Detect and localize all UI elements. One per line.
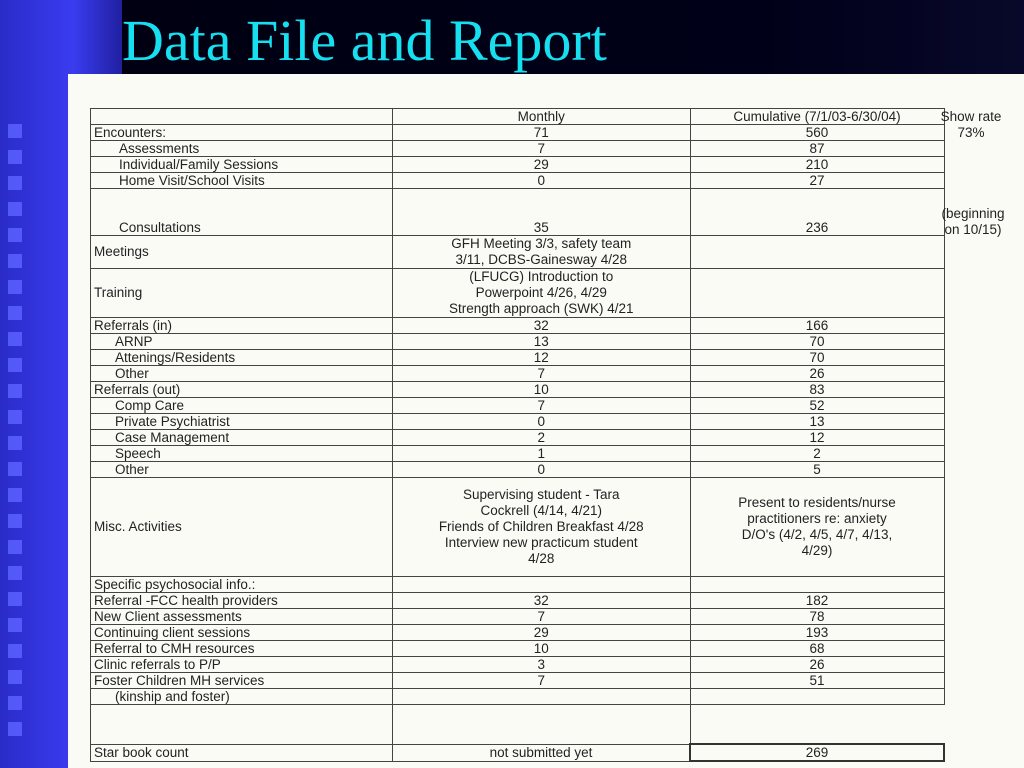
- row-label: Home Visit/School Visits: [91, 173, 393, 189]
- misc-line: 4/28: [528, 551, 555, 566]
- misc-line: Cockrell (4/14, 4/21): [480, 503, 603, 518]
- row-cumulative: 78: [690, 609, 944, 625]
- row-cumulative: 560: [690, 125, 944, 141]
- table-row: [91, 414, 945, 430]
- row-cumulative: 182: [690, 593, 944, 609]
- row-label: Misc. Activities: [91, 478, 393, 577]
- header-row: [91, 109, 945, 125]
- table-row: [91, 366, 945, 382]
- row-monthly: 32: [393, 593, 691, 609]
- row-monthly: [393, 577, 691, 593]
- row-label: Star book count: [91, 744, 393, 761]
- row-cumulative: [690, 689, 944, 705]
- row-cumulative: 51: [690, 673, 944, 689]
- row-cumulative: 13: [690, 414, 944, 430]
- row-cumulative: [690, 236, 944, 269]
- row-monthly: 3: [393, 657, 691, 673]
- training-line: Powerpoint 4/26, 4/29: [475, 285, 607, 300]
- row-monthly: 1: [393, 446, 691, 462]
- decorative-squares: [0, 110, 40, 768]
- row-monthly: 7: [393, 366, 691, 382]
- misc-line: Friends of Children Breakfast 4/28: [438, 519, 644, 534]
- report-table: [90, 108, 945, 762]
- table-row: [91, 577, 945, 593]
- misc-line: practitioners re: anxiety: [747, 511, 887, 526]
- row-monthly: 71: [393, 125, 691, 141]
- show-rate-note: [926, 109, 1016, 141]
- row-label: [91, 705, 393, 745]
- row-monthly: 10: [393, 382, 691, 398]
- row-label: Other: [91, 366, 393, 382]
- row-label: Assessments: [91, 141, 393, 157]
- row-label: New Client assessments: [91, 609, 393, 625]
- row-cumulative: [690, 577, 944, 593]
- table-row: [91, 641, 945, 657]
- row-cumulative: 2: [690, 446, 944, 462]
- row-cumulative: 26: [690, 366, 944, 382]
- row-label: Comp Care: [91, 398, 393, 414]
- table-row: [91, 189, 945, 236]
- row-cumulative: 70: [690, 334, 944, 350]
- row-monthly: not submitted yet: [393, 744, 691, 761]
- row-label: Continuing client sessions: [91, 625, 393, 641]
- header-cumulative: Cumulative (7/1/03-6/30/04): [690, 109, 944, 125]
- row-label: Referrals (out): [91, 382, 393, 398]
- row-monthly: 13: [393, 334, 691, 350]
- report-paper: [68, 74, 1024, 768]
- beginning-note: [923, 206, 1023, 238]
- row-monthly: [393, 689, 691, 705]
- table-row: [91, 125, 945, 141]
- row-monthly: [393, 269, 691, 318]
- beginning-line: on 10/15): [944, 222, 1002, 237]
- row-cumulative: 70: [690, 350, 944, 366]
- row-cumulative: [690, 478, 944, 577]
- row-monthly: [393, 705, 691, 745]
- row-monthly: 12: [393, 350, 691, 366]
- table-row: [91, 318, 945, 334]
- meetings-line: 3/11, DCBS-Gainesway 4/28: [455, 252, 628, 267]
- row-label: (kinship and foster): [91, 689, 393, 705]
- row-cumulative: 27: [690, 173, 944, 189]
- row-cumulative: 166: [690, 318, 944, 334]
- table-row: [91, 625, 945, 641]
- row-cumulative: 236: [690, 189, 944, 236]
- table-row: [91, 446, 945, 462]
- row-label: Consultations: [91, 189, 393, 236]
- table-row: [91, 593, 945, 609]
- table-row: [91, 334, 945, 350]
- table-row: [91, 609, 945, 625]
- misc-line: Present to residents/nurse: [738, 495, 896, 510]
- table-row: [91, 141, 945, 157]
- beginning-line: (beginning: [941, 206, 1005, 221]
- row-cumulative: [690, 269, 944, 318]
- row-monthly: 7: [393, 141, 691, 157]
- row-cumulative: 83: [690, 382, 944, 398]
- row-cumulative: 210: [690, 157, 944, 173]
- row-monthly: [393, 478, 691, 577]
- row-label: Training: [91, 269, 393, 318]
- row-cumulative: 87: [690, 141, 944, 157]
- row-cumulative: 26: [690, 657, 944, 673]
- misc-line: Supervising student - Tara: [462, 487, 620, 502]
- row-monthly: 35: [393, 189, 691, 236]
- row-label: Encounters:: [91, 125, 393, 141]
- row-monthly: 7: [393, 398, 691, 414]
- misc-line: D/O's (4/2, 4/5, 4/7, 4/13,: [741, 527, 893, 542]
- meetings-line: GFH Meeting 3/3, safety team: [451, 236, 632, 251]
- row-cumulative: [690, 705, 944, 745]
- row-monthly: 7: [393, 609, 691, 625]
- table-row: [91, 382, 945, 398]
- row-monthly: [393, 236, 691, 269]
- row-cumulative: 12: [690, 430, 944, 446]
- table-row: [91, 350, 945, 366]
- row-monthly: 2: [393, 430, 691, 446]
- table-row: [91, 269, 945, 318]
- table-row: [91, 398, 945, 414]
- misc-line: 4/29): [801, 543, 833, 558]
- row-label: Other: [91, 462, 393, 478]
- table-row: [91, 673, 945, 689]
- show-rate-value: 73%: [957, 125, 985, 140]
- row-monthly: 0: [393, 173, 691, 189]
- row-label: Meetings: [91, 236, 393, 269]
- row-label: Referral to CMH resources: [91, 641, 393, 657]
- row-label: Referral -FCC health providers: [91, 593, 393, 609]
- training-line: (LFUCG) Introduction to: [469, 269, 614, 284]
- row-label: Speech: [91, 446, 393, 462]
- table-row: [91, 462, 945, 478]
- table-row: [91, 173, 945, 189]
- row-cumulative: 52: [690, 398, 944, 414]
- table-row: [91, 478, 945, 577]
- row-label: Clinic referrals to P/P: [91, 657, 393, 673]
- table-row: [91, 657, 945, 673]
- header-blank: [91, 109, 393, 125]
- row-cumulative: 68: [690, 641, 944, 657]
- table-row: [91, 744, 945, 761]
- table-row: [91, 236, 945, 269]
- row-label: Referrals (in): [91, 318, 393, 334]
- table-row: [91, 689, 945, 705]
- row-monthly: 7: [393, 673, 691, 689]
- row-monthly: 10: [393, 641, 691, 657]
- show-rate-label: Show rate: [940, 109, 1002, 124]
- row-label: Attenings/Residents: [91, 350, 393, 366]
- row-label: ARNP: [91, 334, 393, 350]
- row-monthly: 0: [393, 414, 691, 430]
- row-cumulative: 269: [690, 744, 944, 761]
- slide-title: Data File and Report: [122, 8, 607, 73]
- row-monthly: 0: [393, 462, 691, 478]
- header-monthly: Monthly: [393, 109, 691, 125]
- row-label: Case Management: [91, 430, 393, 446]
- row-cumulative: 5: [690, 462, 944, 478]
- row-label: Individual/Family Sessions: [91, 157, 393, 173]
- misc-line: Interview new practicum student: [444, 535, 638, 550]
- row-label: Specific psychosocial info.:: [91, 577, 393, 593]
- training-line: Strength approach (SWK) 4/21: [448, 301, 634, 316]
- row-cumulative: 193: [690, 625, 944, 641]
- row-label: Private Psychiatrist: [91, 414, 393, 430]
- row-monthly: 29: [393, 625, 691, 641]
- row-monthly: 29: [393, 157, 691, 173]
- table-row: [91, 430, 945, 446]
- table-row: [91, 705, 945, 745]
- row-label: Foster Children MH services: [91, 673, 393, 689]
- table-row: [91, 157, 945, 173]
- row-monthly: 32: [393, 318, 691, 334]
